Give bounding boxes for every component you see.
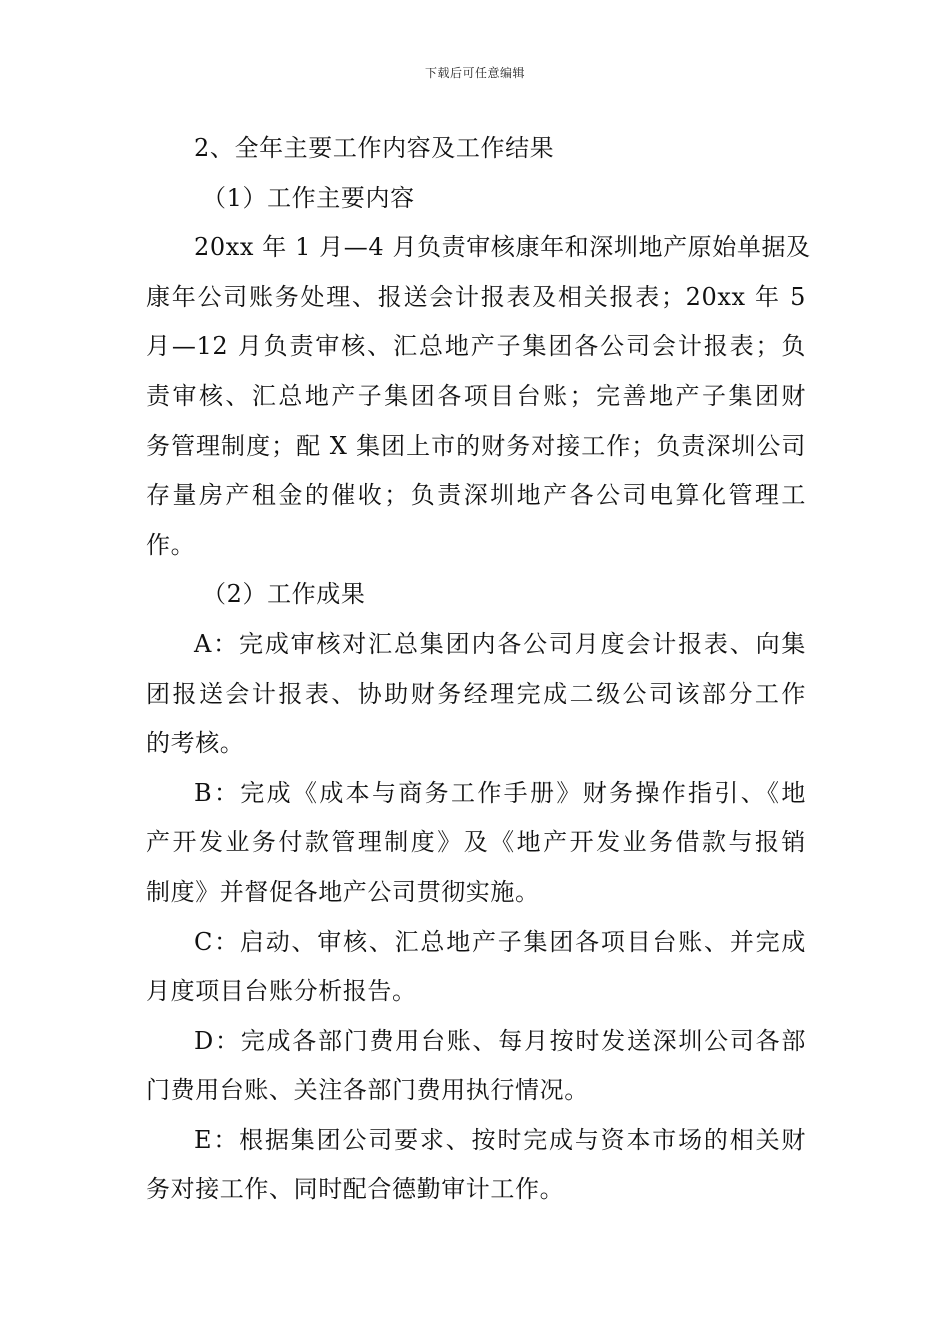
result-item-b: B：完成《成本与商务工作手册》财务操作指引、《地 (194, 778, 806, 807)
result-item-a: A：完成审核对汇总集团内各公司月度会计报表、向集 (194, 629, 806, 658)
paragraph-line: 康年公司账务处理、报送会计报表及相关报表；20xx 年 5 (146, 282, 806, 311)
subsection-heading-work-results: （2）工作成果 (202, 580, 366, 609)
paragraph-line: 制度》并督促各地产公司贯彻实施。 (146, 877, 540, 906)
paragraph-line: 责审核、汇总地产子集团各项目台账；完善地产子集团财 (146, 381, 806, 410)
paragraph-line: 务管理制度；配 X 集团上市的财务对接工作；负责深圳公司 (146, 431, 806, 460)
paragraph-line: 产开发业务付款管理制度》及《地产开发业务借款与报销 (146, 828, 806, 857)
result-item-d: D：完成各部门费用台账、每月按时发送深圳公司各部 (194, 1026, 806, 1055)
paragraph-line: 的考核。 (146, 729, 245, 758)
section-heading: 2、全年主要工作内容及工作结果 (194, 134, 555, 162)
paragraph-line: 月度项目台账分析报告。 (146, 977, 417, 1006)
paragraph-line: 门费用台账、关注各部门费用执行情况。 (146, 1076, 589, 1105)
document-body (146, 124, 811, 1215)
paragraph-line: 作。 (146, 530, 196, 559)
result-item-e: E：根据集团公司要求、按时完成与资本市场的相关财 (194, 1125, 806, 1154)
paragraph-line: 月—12 月负责审核、汇总地产子集团各公司会计报表；负 (146, 332, 806, 361)
header-note: 下载后可任意编辑 (424, 66, 525, 80)
result-item-c: C：启动、审核、汇总地产子集团各项目台账、并完成 (194, 927, 806, 956)
paragraph-line: 团报送会计报表、协助财务经理完成二级公司该部分工作 (146, 679, 806, 708)
paragraph-line: 存量房产租金的催收；负责深圳地产各公司电算化管理工 (146, 481, 806, 510)
paragraph-line: 20xx 年 1 月—4 月负责审核康年和深圳地产原始单据及 (194, 233, 811, 262)
paragraph-line: 务对接工作、同时配合德勤审计工作。 (146, 1175, 565, 1204)
subsection-heading-work-content: （1）工作主要内容 (202, 183, 415, 212)
